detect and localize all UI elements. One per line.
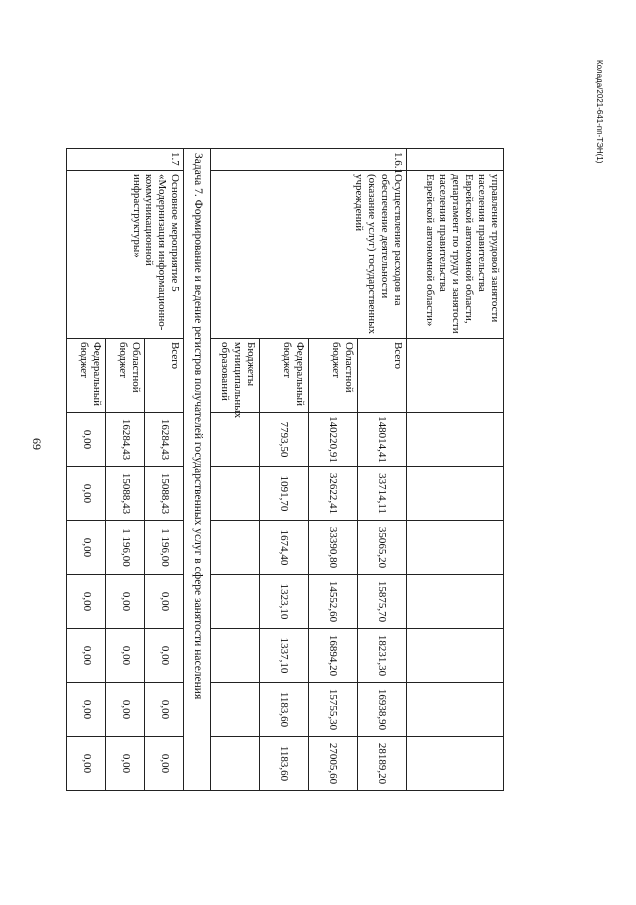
- value-cell: 0,00: [67, 629, 106, 683]
- value-cell: 33714,11: [358, 467, 407, 521]
- table-row: [358, 149, 407, 791]
- cell-empty: [407, 467, 504, 521]
- value-cell: 1337,10: [260, 629, 309, 683]
- value-cell: 0,00: [67, 683, 106, 737]
- cell-empty: [407, 737, 504, 791]
- value-cell: 0,00: [145, 575, 184, 629]
- value-cell: [211, 521, 260, 575]
- value-cell: 35065,20: [358, 521, 407, 575]
- value-cell: 1 196,00: [145, 521, 184, 575]
- cell-empty: [407, 575, 504, 629]
- cell-empty: [407, 683, 504, 737]
- value-cell: 140220,91: [309, 413, 358, 467]
- value-cell: 1 196,00: [106, 521, 145, 575]
- value-cell: 16284,43: [145, 413, 184, 467]
- value-cell: 32622,41: [309, 467, 358, 521]
- value-cell: 0,00: [145, 629, 184, 683]
- funding-source: Бюджеты муниципальных образований: [211, 339, 260, 413]
- value-cell: 15875,70: [358, 575, 407, 629]
- row-number: 1.6.1: [211, 149, 407, 171]
- value-cell: 16894,20: [309, 629, 358, 683]
- value-cell: 1183,60: [260, 737, 309, 791]
- value-cell: [211, 575, 260, 629]
- value-cell: 28189,20: [358, 737, 407, 791]
- value-cell: 1674,40: [260, 521, 309, 575]
- rotated-budget-table: [78, 148, 504, 785]
- value-cell: [211, 629, 260, 683]
- task-row: [184, 149, 211, 791]
- cell-empty: [407, 149, 504, 171]
- value-cell: 0,00: [106, 737, 145, 791]
- value-cell: 0,00: [67, 737, 106, 791]
- table-row: [145, 149, 184, 791]
- value-cell: 1183,60: [260, 683, 309, 737]
- responsible-executor-cell: управление трудовой занятости населения правительства Еврейской автономной области, департамент по труду и занятости населения правительства Еврейской автономной области»: [407, 171, 504, 339]
- cell-empty: [407, 413, 504, 467]
- funding-source: Областной бюджет: [106, 339, 145, 413]
- value-cell: 1323,10: [260, 575, 309, 629]
- value-cell: 0,00: [67, 575, 106, 629]
- value-cell: 15088,43: [106, 467, 145, 521]
- value-cell: 0,00: [106, 683, 145, 737]
- funding-source: Всего: [145, 339, 184, 413]
- row-number: 1.7: [67, 149, 184, 171]
- cell-empty: [407, 521, 504, 575]
- value-cell: 16284,43: [106, 413, 145, 467]
- page-number: 69: [30, 438, 44, 450]
- value-cell: 27005,60: [309, 737, 358, 791]
- value-cell: 148014,41: [358, 413, 407, 467]
- value-cell: 0,00: [67, 413, 106, 467]
- funding-source: Областной бюджет: [309, 339, 358, 413]
- value-cell: 1091,70: [260, 467, 309, 521]
- cell-empty: [407, 339, 504, 413]
- table-row-continuation: [407, 149, 504, 791]
- value-cell: 15088,43: [145, 467, 184, 521]
- value-cell: 33390,80: [309, 521, 358, 575]
- value-cell: 0,00: [67, 467, 106, 521]
- value-cell: 0,00: [67, 521, 106, 575]
- funding-source: Федеральный бюджет: [260, 339, 309, 413]
- value-cell: 16938,90: [358, 683, 407, 737]
- value-cell: 0,00: [145, 683, 184, 737]
- value-cell: [211, 413, 260, 467]
- value-cell: 7793,50: [260, 413, 309, 467]
- value-cell: 0,00: [106, 629, 145, 683]
- measure-name: Осуществление расходов на обеспечение деятельности (оказание услуг) государственных учреждений: [211, 171, 407, 339]
- measure-name: Основное мероприятие 5 «Модернизация информационно-коммуникационной инфраструктуры»: [67, 171, 184, 339]
- document-stamp: Колада/2021-641-пп-ТЭН(1): [595, 60, 604, 164]
- funding-source: Всего: [358, 339, 407, 413]
- task-heading: Задача 7. Формирование и ведение регистров получателей государственных услуг в сфере занятости населения: [184, 149, 211, 791]
- value-cell: [211, 683, 260, 737]
- cell-empty: [407, 629, 504, 683]
- value-cell: 18231,30: [358, 629, 407, 683]
- value-cell: 15755,30: [309, 683, 358, 737]
- value-cell: 14552,60: [309, 575, 358, 629]
- value-cell: 0,00: [106, 575, 145, 629]
- budget-table: [66, 148, 504, 791]
- funding-source: Федеральный бюджет: [67, 339, 106, 413]
- value-cell: [211, 737, 260, 791]
- value-cell: 0,00: [145, 737, 184, 791]
- value-cell: [211, 467, 260, 521]
